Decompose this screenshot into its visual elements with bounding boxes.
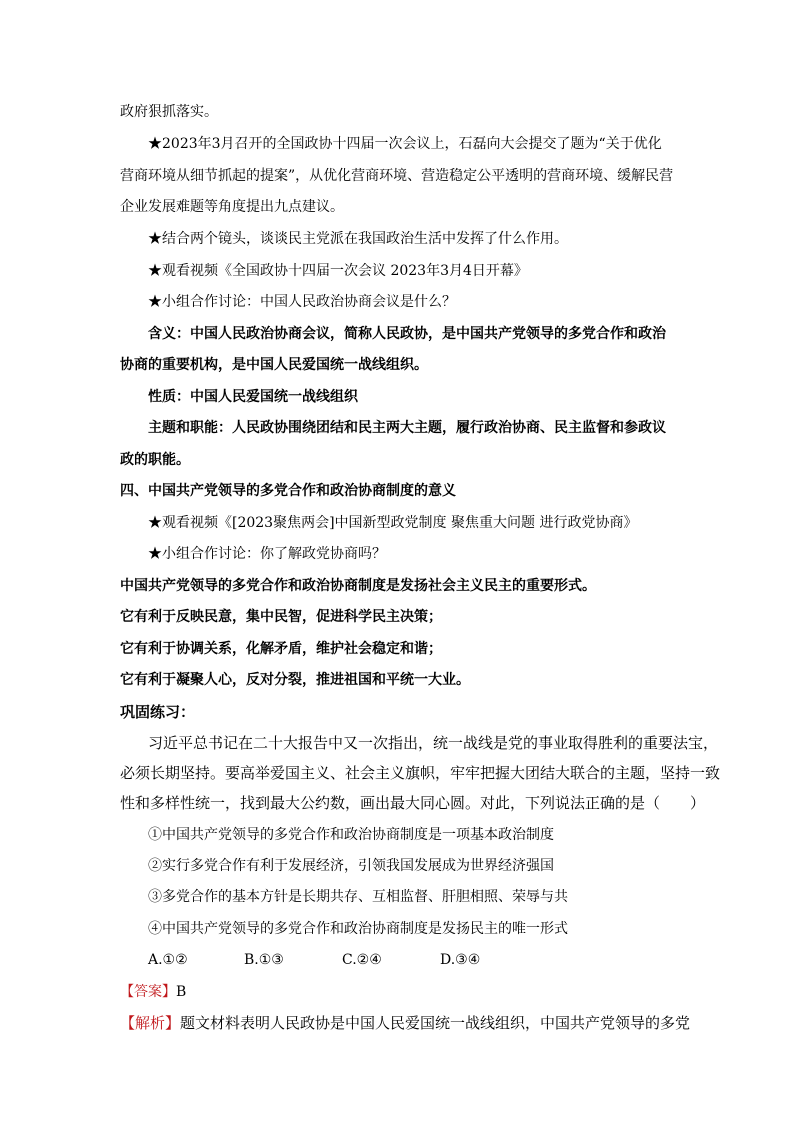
option-d: D.③④ xyxy=(440,952,481,968)
significance-line-1: 中国共产党领导的多党合作和政治协商制度是发扬社会主义民主的重要形式。 xyxy=(120,578,596,594)
analysis-text: 题文材料表明人民政协是中国人民爱国统一战线组织，中国共产党领导的多党 xyxy=(180,1014,691,1032)
section-4-heading: 四、中国共产党领导的多党合作和政治协商制度的意义 xyxy=(120,483,456,499)
analysis-line xyxy=(120,1013,690,1033)
theme-line-1: 主题和职能：人民政协围绕团结和民主两大主题，履行政治协商、民主监督和参政议 xyxy=(148,420,666,436)
answer-label: 【答案】 xyxy=(120,984,176,1000)
star-item-1-line-3: 企业发展难题等角度提出九点建议。 xyxy=(120,199,344,215)
star-item-5: ★观看视频《[2023聚焦两会]中国新型政党制度 聚焦重大问题 进行政党协商》 xyxy=(148,515,638,531)
significance-line-4: 它有利于凝聚人心，反对分裂，推进祖国和平统一大业。 xyxy=(120,672,470,688)
statement-4: ④中国共产党领导的多党合作和政治协商制度是发扬民主的唯一形式 xyxy=(148,921,568,937)
statement-3: ③多党合作的基本方针是长期共存、互相监督、肝胆相照、荣辱与共 xyxy=(148,889,568,905)
answer-line xyxy=(120,982,186,1002)
option-a: A.①② xyxy=(148,952,188,968)
significance-line-3: 它有利于协调关系，化解矛盾，维护社会稳定和谐； xyxy=(120,641,442,657)
meaning-line-1: 含义：中国人民政治协商会议，简称人民政协，是中国共产党领导的多党合作和政治 xyxy=(148,326,666,342)
nature-line: 性质：中国人民爱国统一战线组织 xyxy=(148,389,358,405)
option-c: C.②④ xyxy=(342,952,382,968)
continuation-text: 政府狠抓落实。 xyxy=(120,104,218,120)
meaning-line-2: 协商的重要机构，是中国人民爱国统一战线组织。 xyxy=(120,357,428,373)
star-item-1-line-2: 营商环境从细节抓起的提案”，从优化营商环境、营造稳定公平透明的营商环境、缓解民营 xyxy=(120,168,674,184)
significance-line-2: 它有利于反映民意，集中民智，促进科学民主决策； xyxy=(120,609,442,625)
option-b: B.①③ xyxy=(244,952,284,968)
star-item-2: ★结合两个镜头，谈谈民主党派在我国政治生活中发挥了什么作用。 xyxy=(148,231,568,247)
star-item-4: ★小组合作讨论：中国人民政治协商会议是什么？ xyxy=(148,294,456,310)
analysis-label: 【解析】 xyxy=(120,1014,181,1032)
star-item-3: ★观看视频《全国政协十四届一次会议 2023年3月4日开幕》 xyxy=(148,263,528,279)
statement-1: ①中国共产党领导的多党合作和政治协商制度是一项基本政治制度 xyxy=(148,827,554,843)
question-line-2: 必须长期坚持。要高举爱国主义、社会主义旗帜，牢牢把握大团结大联合的主题，坚持一致 xyxy=(120,764,721,782)
question-line-3: 性和多样性统一，找到最大公约数，画出最大同心圆。对此，下列说法正确的是（ ） xyxy=(120,794,706,812)
star-item-1-line-1: ★2023年3月召开的全国政协十四届一次会议上，石磊向大会提交了题为“关于优化 xyxy=(148,136,662,152)
statement-2: ②实行多党合作有利于发展经济，引领我国发展成为世界经济强国 xyxy=(148,858,554,874)
question-line-1: 习近平总书记在二十大报告中又一次指出，统一战线是党的事业取得胜利的重要法宝， xyxy=(148,734,719,752)
star-item-6: ★小组合作讨论：你了解政党协商吗？ xyxy=(148,546,386,562)
answer-value: B xyxy=(176,984,187,1000)
practice-heading: 巩固练习： xyxy=(120,703,196,721)
theme-line-2: 政的职能。 xyxy=(120,452,190,468)
